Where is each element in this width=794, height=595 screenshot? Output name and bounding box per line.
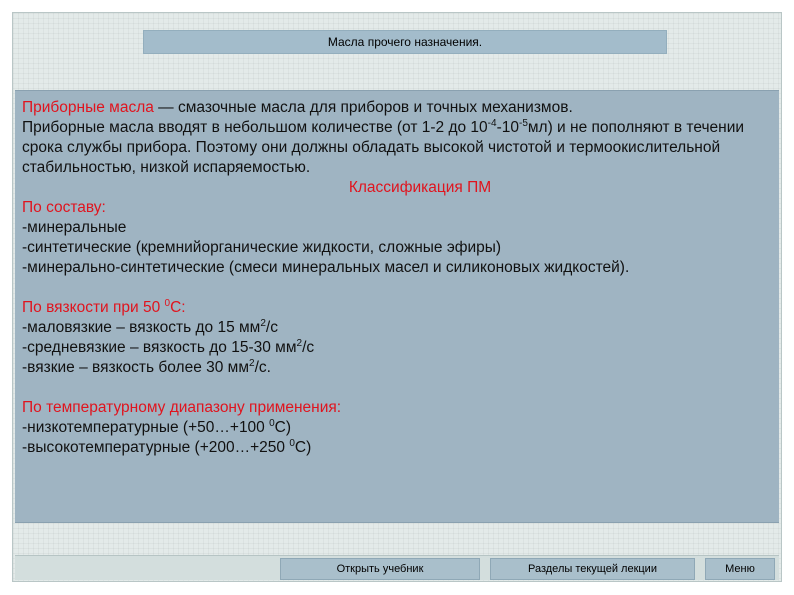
classification-heading: Классификация ПМ [348, 179, 492, 196]
exponent: -4 [487, 117, 497, 129]
temperature-item [22, 418, 778, 438]
composition-item: -синтетические (кремнийорганические жидкости, сложные эфиры) [22, 239, 502, 256]
composition-heading: По составу: [22, 199, 106, 216]
open-textbook-button[interactable]: Открыть учебник [280, 558, 480, 580]
temperature-item-part: -высокотемпературные (+200…+250 [22, 439, 290, 456]
square-sup: 2 [249, 357, 255, 369]
intro-details-part: Приборные масла вводят в небольшом количестве (от 1-2 до 10 [22, 119, 488, 136]
viscosity-item [22, 318, 778, 338]
intro-paragraph [22, 98, 778, 118]
degree-sup: 0 [164, 297, 171, 309]
temperature-item-part: С) [274, 419, 292, 436]
intro-details-part: мл) и не пополняют в течении срока службы прибора. Поэтому они должны обладать высокой чистотой и термоокислительной стабильностью, низкой испаряемостью. [22, 119, 745, 176]
square-sup: 2 [296, 337, 303, 349]
viscosity-item [22, 358, 778, 378]
composition-item: -минеральные [22, 219, 127, 236]
viscosity-item-part: /с [265, 319, 278, 336]
menu-button[interactable]: Меню [705, 558, 775, 580]
temperature-heading: По температурному диапазону применения: [22, 399, 342, 416]
square-sup: 2 [260, 317, 266, 329]
slide-title-text: Масла прочего назначения. [327, 35, 483, 49]
viscosity-item-part: -средневязкие – вязкость до 15-30 мм [22, 339, 297, 356]
viscosity-item-part: -вязкие – вязкость более 30 мм [22, 359, 249, 376]
intro-details [22, 118, 778, 178]
viscosity-item-part: /с [302, 339, 315, 356]
intro-term: Приборные масла [22, 99, 154, 116]
viscosity-item-part: /с. [254, 359, 271, 376]
temperature-item [22, 438, 778, 458]
degree-sup: 0 [269, 417, 275, 429]
degree-sup: 0 [289, 437, 295, 449]
viscosity-heading-part: С: [170, 299, 186, 316]
viscosity-heading [22, 298, 778, 318]
intro-details-part: -10 [496, 119, 519, 136]
content-text [22, 98, 778, 458]
intro-definition: — смазочные масла для приборов и точных механизмов. [153, 99, 573, 116]
temperature-item-part: С) [294, 439, 312, 456]
viscosity-item [22, 338, 778, 358]
lecture-sections-button[interactable]: Разделы текущей лекции [490, 558, 695, 580]
composition-item: -минерально-синтетические (смеси минеральных масел и силиконовых жидкостей). [22, 259, 630, 276]
viscosity-item-part: -маловязкие – вязкость до 15 мм [22, 319, 261, 336]
exponent: -5 [518, 117, 528, 129]
slide-title [143, 30, 667, 54]
viscosity-heading-part: По вязкости при 50 [22, 299, 165, 316]
temperature-item-part: -низкотемпературные (+50…+100 [22, 419, 270, 436]
